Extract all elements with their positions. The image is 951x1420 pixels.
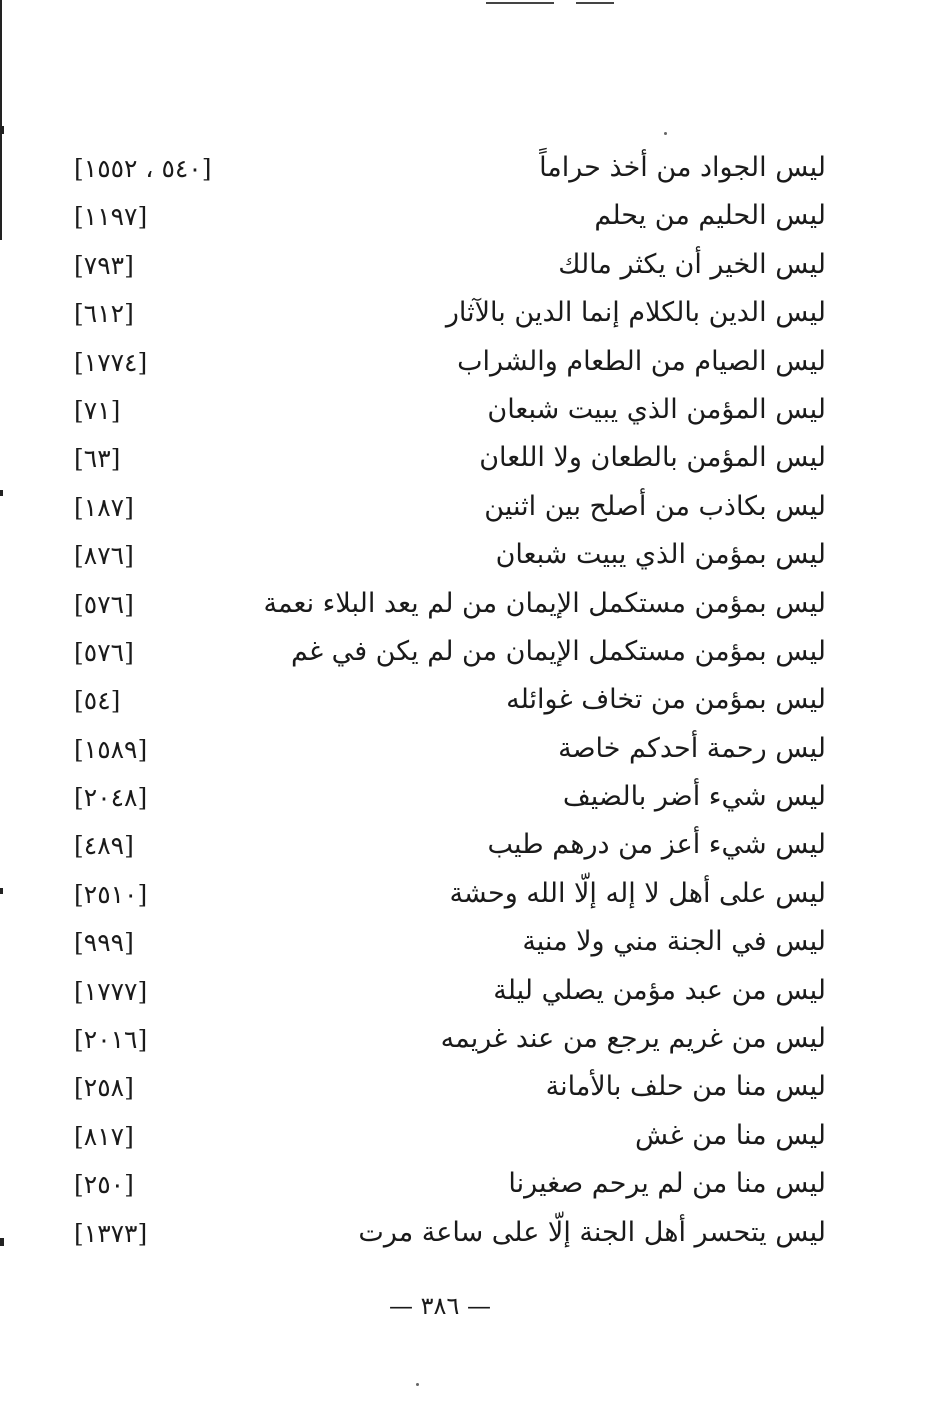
index-entry: [60, 1065, 826, 1113]
index-entry: [60, 727, 826, 775]
index-entry: [60, 823, 826, 871]
entry-reference: [٥٧٦]: [74, 637, 134, 667]
entry-text: ليس من عبد مؤمن يصلي ليلة: [493, 974, 826, 1006]
entry-reference: [١٥٨٩]: [74, 734, 148, 764]
page-number: — ٣٨٦ —: [389, 1292, 491, 1320]
top-rule-right: [576, 2, 614, 4]
entry-reference: [١٨٧]: [74, 492, 134, 522]
hadith-index-list: [60, 146, 826, 1259]
entry-reference: [٤٨٩]: [74, 831, 134, 861]
index-entry: [60, 146, 826, 194]
index-entry: [60, 291, 826, 339]
index-entry: [60, 1211, 826, 1259]
index-entry: [60, 194, 826, 242]
entry-reference: [٢٥١٠]: [74, 879, 148, 909]
scan-speck: [664, 132, 667, 135]
entry-text: ليس المؤمن بالطعان ولا اللعان: [479, 442, 826, 474]
index-entry: [60, 969, 826, 1017]
index-entry: [60, 920, 826, 968]
entry-reference: [٢٠١٦]: [74, 1025, 148, 1055]
edge-mark: [0, 126, 4, 134]
index-entry: [60, 1017, 826, 1065]
binding-edge-line: [0, 0, 2, 240]
entry-reference: [٢٠٤٨]: [74, 783, 148, 813]
entry-reference: [١٧٧٧]: [74, 976, 148, 1006]
index-entry: [60, 630, 826, 678]
entry-text: ليس يتحسر أهل الجنة إلّا على ساعة مرت: [358, 1216, 826, 1248]
entry-text: ليس من غريم يرجع من عند غريمه: [440, 1023, 826, 1055]
index-entry: [60, 775, 826, 823]
entry-reference: [٢٥٨]: [74, 1073, 134, 1103]
entry-text: ليس الدين بالكلام إنما الدين بالآثار: [445, 297, 826, 329]
entry-reference: [٦٣]: [74, 444, 121, 474]
entry-text: ليس رحمة أحدكم خاصة: [558, 732, 826, 764]
entry-reference: [٧١]: [74, 395, 121, 425]
entry-text: ليس بمؤمن من تخاف غوائله: [506, 684, 826, 716]
entry-text: ليس بمؤمن الذي يبيت شبعان: [495, 539, 826, 571]
entry-text: ليس منا من لم يرحم صغيرنا: [508, 1168, 826, 1200]
entry-reference: [٢٥٠]: [74, 1170, 134, 1200]
index-entry: [60, 582, 826, 630]
entry-text: ليس بمؤمن مستكمل الإيمان من لم يعد البلاء نعمة: [263, 587, 826, 619]
index-entry: [60, 388, 826, 436]
entry-text: ليس المؤمن الذي يبيت شبعان: [487, 393, 826, 425]
entry-reference: [٨٧٦]: [74, 541, 134, 571]
entry-reference: [٥٤]: [74, 686, 121, 716]
entry-reference: [٩٩٩]: [74, 928, 134, 958]
entry-text: ليس في الجنة مني ولا منية: [522, 926, 826, 958]
entry-text: ليس شيء أضر بالضيف: [562, 781, 826, 813]
entry-reference: [١٧٧٤]: [74, 347, 148, 377]
entry-text: ليس الصيام من الطعام والشراب: [457, 345, 826, 377]
entry-reference: [٥٤٠ ، ١٥٥٢]: [74, 154, 212, 183]
index-entry: [60, 340, 826, 388]
entry-text: ليس بمؤمن مستكمل الإيمان من لم يكن في غم: [291, 635, 826, 667]
edge-mark: [0, 1238, 4, 1246]
index-entry: [60, 533, 826, 581]
entry-reference: [١١٩٧]: [74, 202, 148, 232]
entry-reference: [١٣٧٣]: [74, 1218, 148, 1248]
entry-text: ليس الحليم من يحلم: [594, 200, 826, 232]
index-entry: [60, 678, 826, 726]
edge-mark: [0, 888, 3, 894]
index-entry: [60, 436, 826, 484]
entry-reference: [٨١٧]: [74, 1121, 134, 1151]
entry-reference: [٧٩٣]: [74, 250, 134, 280]
entry-text: ليس الجواد من أخذ حراماً: [539, 152, 826, 183]
entry-text: ليس على أهل لا إله إلّا الله وحشة: [449, 877, 826, 909]
index-entry: [60, 243, 826, 291]
entry-text: ليس الخير أن يكثر مالك: [558, 248, 826, 280]
index-entry: [60, 1162, 826, 1210]
index-entry: [60, 485, 826, 533]
edge-mark: [0, 490, 3, 496]
entry-text: ليس منا من حلف بالأمانة: [545, 1071, 826, 1103]
entry-reference: [٦١٢]: [74, 299, 134, 329]
top-rule-left: [486, 2, 554, 4]
entry-text: ليس شيء أعز من درهم طيب: [487, 829, 826, 861]
index-entry: [60, 1114, 826, 1162]
entry-reference: [٥٧٦]: [74, 589, 134, 619]
entry-text: ليس بكاذب من أصلح بين اثنين: [484, 490, 826, 522]
entry-text: ليس منا من غش: [635, 1119, 826, 1151]
index-entry: [60, 872, 826, 920]
scan-speck: [416, 1383, 419, 1386]
